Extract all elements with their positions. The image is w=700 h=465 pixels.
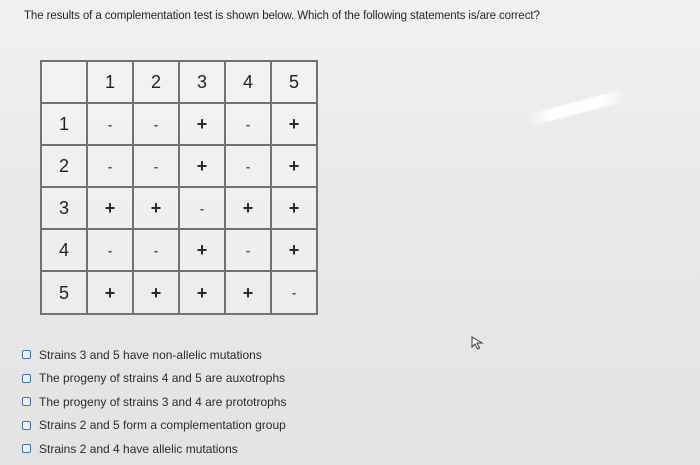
column-header-2: 2 — [134, 62, 180, 104]
table-cell-r3c2: + — [134, 188, 180, 230]
table-cell-r2c5: + — [272, 146, 318, 188]
table-cell-r5c4: + — [226, 272, 272, 315]
answer-option-2[interactable] — [22, 367, 286, 391]
table-cell-r5c5: - — [272, 272, 318, 315]
option-label-1: Strains 3 and 5 have non-allelic mutations — [39, 347, 262, 362]
checkbox-option-3[interactable] — [22, 397, 31, 406]
answer-options — [22, 343, 286, 461]
table-corner — [42, 62, 88, 104]
table-cell-r5c2: + — [134, 272, 180, 315]
table-cell-r4c4: - — [226, 230, 272, 272]
answer-option-4[interactable] — [22, 414, 286, 438]
table-cell-r4c1: - — [88, 230, 134, 272]
table-cell-r4c5: + — [272, 230, 318, 272]
table-cell-r2c2: - — [134, 146, 180, 188]
table-cell-r1c5: + — [272, 104, 318, 146]
table-cell-r2c3: + — [180, 146, 226, 188]
table-cell-r3c3: - — [180, 188, 226, 230]
complementation-grid — [40, 60, 318, 315]
column-header-3: 3 — [180, 62, 226, 104]
answer-option-5[interactable] — [22, 437, 286, 461]
mouse-cursor-icon — [471, 336, 485, 350]
column-header-4: 4 — [226, 62, 272, 104]
table-cell-r1c4: - — [226, 104, 272, 146]
table-cell-r4c3: + — [180, 230, 226, 272]
table-cell-r2c1: - — [88, 146, 134, 188]
column-header-5: 5 — [272, 62, 318, 104]
screen-glare — [524, 89, 628, 128]
option-label-3: The progeny of strains 3 and 4 are prototrophs — [39, 394, 287, 409]
row-header-4: 4 — [42, 230, 88, 272]
option-label-4: Strains 2 and 5 form a complementation group — [39, 418, 286, 433]
checkbox-option-2[interactable] — [22, 374, 31, 383]
table-cell-r1c2: - — [134, 104, 180, 146]
answer-option-1[interactable] — [22, 343, 286, 367]
table-cell-r1c3: + — [180, 104, 226, 146]
table-cell-r5c3: + — [180, 272, 226, 315]
question-text: The results of a complementation test is shown below. Which of the following statements is/are correct? — [24, 10, 540, 22]
table-cell-r4c2: - — [134, 230, 180, 272]
table-cell-r3c4: + — [226, 188, 272, 230]
checkbox-option-4[interactable] — [22, 421, 31, 430]
option-label-2: The progeny of strains 4 and 5 are auxotrophs — [39, 371, 286, 386]
option-label-5: Strains 2 and 4 have allelic mutations — [39, 441, 238, 456]
row-header-2: 2 — [42, 146, 88, 188]
answer-option-3[interactable] — [22, 390, 286, 414]
table-cell-r5c1: + — [88, 272, 134, 315]
table-cell-r1c1: - — [88, 104, 134, 146]
row-header-3: 3 — [42, 188, 88, 230]
complementation-table — [40, 60, 316, 313]
table-cell-r2c4: - — [226, 146, 272, 188]
column-header-1: 1 — [88, 62, 134, 104]
table-cell-r3c5: + — [272, 188, 318, 230]
checkbox-option-1[interactable] — [22, 350, 31, 359]
row-header-5: 5 — [42, 272, 88, 315]
table-cell-r3c1: + — [88, 188, 134, 230]
checkbox-option-5[interactable] — [22, 444, 31, 453]
row-header-1: 1 — [42, 104, 88, 146]
